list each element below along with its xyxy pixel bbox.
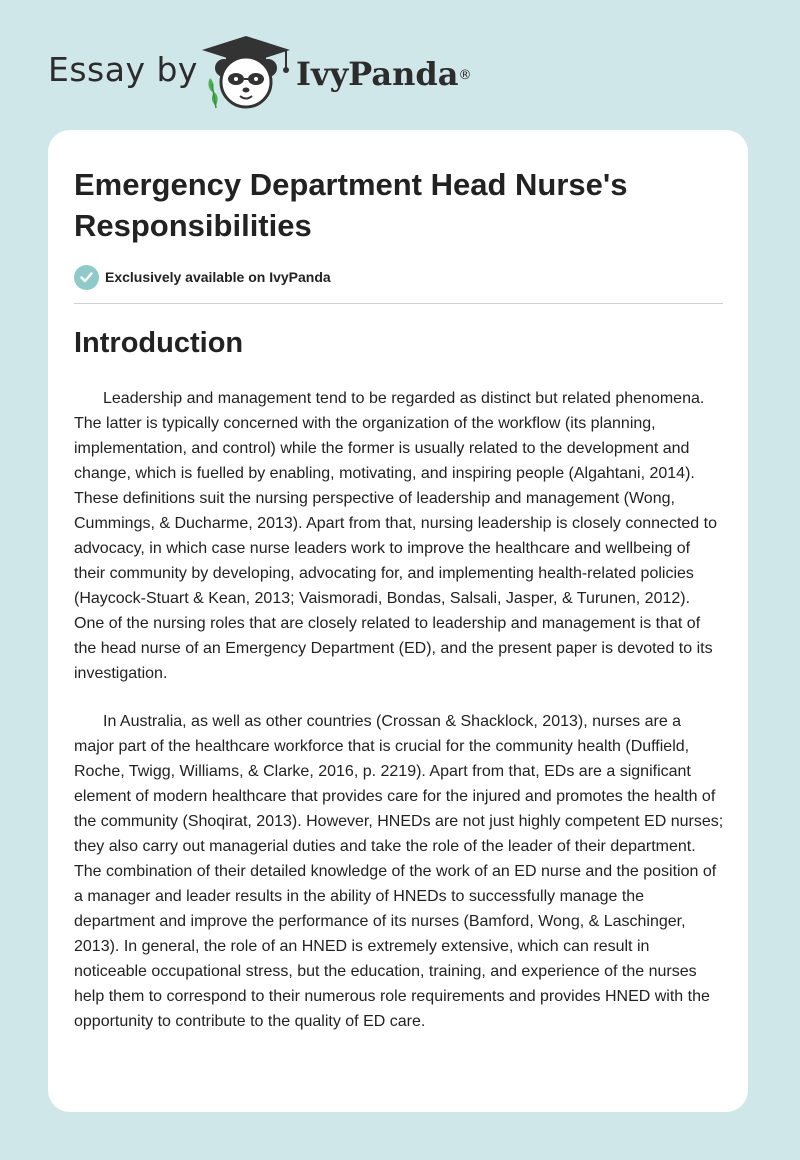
- essay-body: [74, 386, 724, 1057]
- check-icon: [74, 265, 99, 290]
- section-heading: Introduction: [74, 327, 244, 359]
- essay-by-label: Essay by: [48, 50, 198, 89]
- paragraph: In Australia, as well as other countries (Crossan & Shacklock, 2013), nurses are a major part of the healthcare workforce that is crucial for the community health (Duffield, Roche, Twigg, Williams, & Clarke, 2016, p. 2219). Apart from that, EDs are a significant element of modern healthcare that provides care for the injured and promotes the health of the community (Shoqirat, 2013). However, HNEDs are not just highly competent ED nurses; they also carry out managerial duties and take the role of the leader of their department. The combination of their detailed knowledge of the work of an ED nurse and the position of a manager and leader results in the ability of HNEDs to successfully manage the department and improve the performance of its nurses (Bamford, Wong, & Laschinger, 2013). In general, the role of an HNED is extremely extensive, which can result in noticeable occupational stress, but the education, training, and experience of the nurses help them to correspond to their numerous role requirements and provides HNED with the opportunity to contribute to the quality of ED care.: [74, 713, 724, 1030]
- page-title: Emergency Department Head Nurse's Responsibilities: [74, 167, 628, 243]
- badge-text: Exclusively available on IvyPanda: [105, 269, 331, 285]
- registered-mark: ®: [458, 68, 472, 83]
- site-header: [0, 0, 800, 130]
- brand-name: IvyPanda®: [296, 55, 472, 93]
- paragraph: Leadership and management tend to be regarded as distinct but related phenomena. The latter is typically concerned with the organization of the workflow (its planning, implementation, and control) while the former is usually related to the development and change, which is fuelled by enabling, motivating, and inspiring people (Algahtani, 2014). These definitions suit the nursing perspective of leadership and management (Wong, Cummings, & Ducharme, 2013). Apart from that, nursing leadership is closely connected to advocacy, in which case nurse leaders work to improve the healthcare and wellbeing of their community by developing, advocating for, and implementing health-related policies (Haycock-Stuart & Kean, 2013; Vaismoradi, Bondas, Salsali, Jasper, & Turunen, 2012). One of the nursing roles that are closely related to leadership and management is that of the head nurse of an Emergency Department (ED), and the present paper is devoted to its investigation.: [74, 390, 717, 682]
- exclusive-badge: [74, 264, 331, 290]
- essay-card: [48, 130, 748, 1112]
- panda-logo-icon[interactable]: [198, 34, 294, 110]
- divider: [74, 303, 723, 304]
